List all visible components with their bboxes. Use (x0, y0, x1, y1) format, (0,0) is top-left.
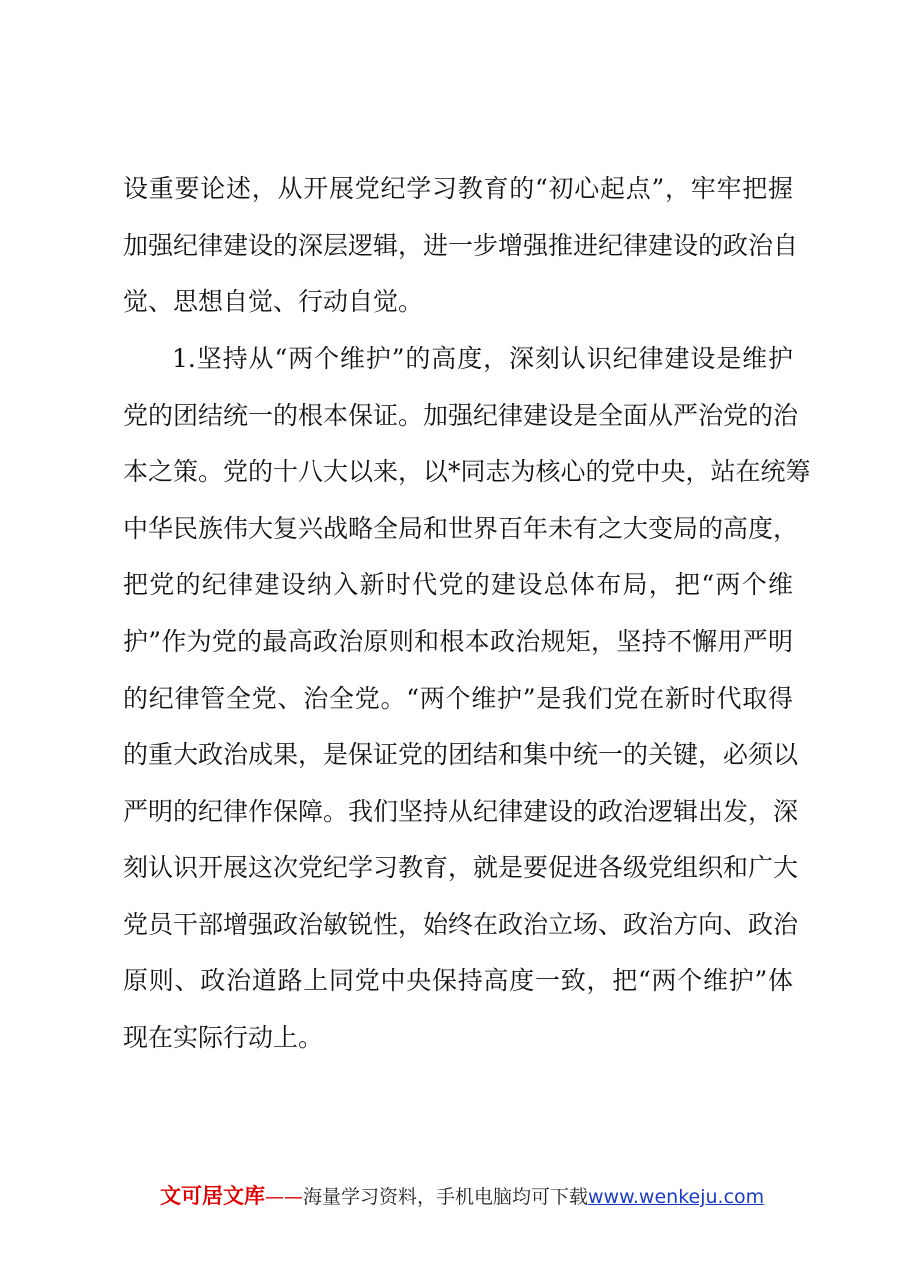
body-line-14: 党员干部增强政治敏锐性，始终在政治立场、政治方向、政治 (123, 910, 799, 939)
body-line-11: 的重大政治成果，是保证党的团结和集中统一的关键，必须以 (123, 740, 799, 769)
body-line-13: 刻认识开展这次党纪学习教育，就是要促进各级党组织和广大 (123, 853, 799, 882)
body-line-2: 加强纪律建设的深层逻辑，进一步增强推进纪律建设的政治自 (123, 231, 799, 260)
footer-banner (160, 1182, 764, 1211)
body-line-9: 护”作为党的最高政治原则和根本政治规矩，坚持不懈用严明 (123, 627, 793, 656)
body-line-1: 设重要论述，从开展党纪学习教育的“初心起点”，牢牢把握 (123, 174, 793, 203)
body-line-5: 党的团结统一的根本保证。加强纪律建设是全面从严治党的治 (123, 401, 799, 430)
body-line-15: 原则、政治道路上同党中央保持高度一致，把“两个维护”体 (123, 966, 793, 995)
footer-link[interactable]: www.wenkeju.com (588, 1186, 765, 1208)
footer-slogan: 海量学习资料，手机电脑均可下载 (303, 1186, 589, 1208)
body-line-10: 的纪律管全党、治全党。“两个维护”是我们党在新时代取得 (123, 684, 793, 713)
footer-brand: 文可居文库 (160, 1184, 265, 1208)
body-line-6: 本之策。党的十八大以来，以*同志为核心的党中央，站在统筹 (123, 457, 811, 486)
body-line-4: 1.坚持从“两个维护”的高度，深刻认识纪律建设是维护 (172, 344, 793, 373)
body-line-7: 中华民族伟大复兴战略全局和世界百年未有之大变局的高度， (123, 514, 799, 543)
body-line-3: 觉、思想自觉、行动自觉。 (123, 287, 424, 316)
body-line-12: 严明的纪律作保障。我们坚持从纪律建设的政治逻辑出发，深 (123, 797, 799, 826)
body-line-8: 把党的纪律建设纳入新时代党的建设总体布局，把“两个维 (123, 570, 793, 599)
footer-dash: —— (265, 1186, 303, 1208)
body-line-16: 现在实际行动上。 (123, 1023, 324, 1052)
